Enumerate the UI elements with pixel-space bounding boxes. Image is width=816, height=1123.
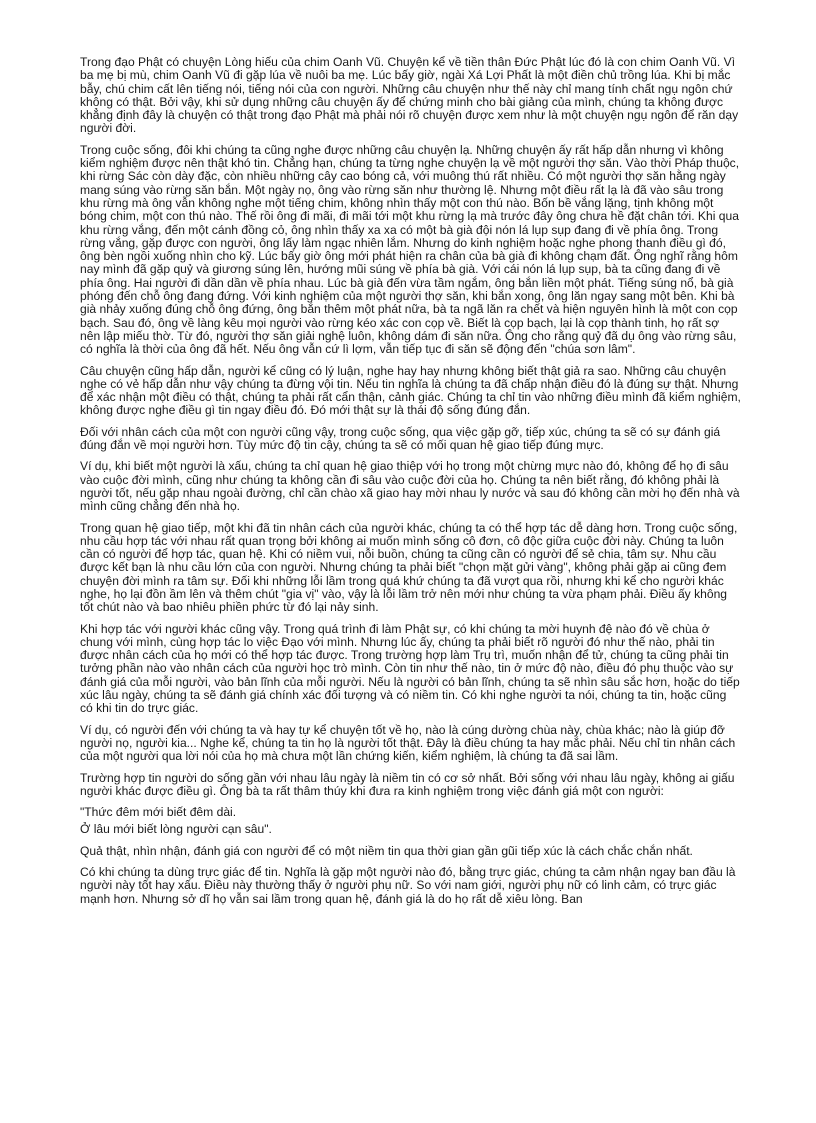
paragraph: Trong cuộc sống, đôi khi chúng ta cũng nghe được những câu chuyện lạ. Những chuyện ấy rất hấp dẫn nhưng vì không kiểm nghiệm được nên thật khó tin. Chẳng hạn, chúng ta từng nghe chuyện lạ về một người thợ săn. Vào thời Pháp thuộc, khi rừng Sác còn dày đặc, còn nhiều những cây cao bóng cả, với muông thú rất nhiều. Có một người thợ săn hằng ngày mang súng vào rừng săn bắn. Một ngày nọ, ông vào rừng săn như thường lệ. Nhưng một điều rất lạ là đã vào sâu trong khu rừng mà ông vẫn không nghe một tiếng chim, không nhìn thấy một con thú nào. Bốn bề vắng lặng, tịnh không một bóng chim, một con thú nào. Thế rồi ông đi mãi, đi mãi tới một khu rừng lạ mà trước đây ông chưa hề đặt chân tới. Khi qua khu rừng vắng, đến một cánh đồng cỏ, ông nhìn thấy xa xa có một bà già đội nón lá lụp sụp đang đi về phía ông. Trong rừng vắng, gặp được con người, ông lấy làm ngạc nhiên lắm. Nhưng do kinh nghiệm hoặc nghe phong thanh điều gì đó, ông bèn ngồi xuống nhìn cho kỹ. Lúc bấy giờ ông mới phát hiện ra chân của bà già đi không chạm đất. Ông nghĩ rằng hôm nay mình đã gặp quỷ và giương súng lên, hướng mũi súng về phía bà già. Với cái nón lá lụp sụp, bà ta cũng đang đi về phía ông. Hai người đi dần dần về phía nhau. Lúc bà già đến vừa tầm ngắm, ông bắn liền một phát. Tiếng súng nổ, bà già phóng đến chỗ ông đang đứng. Với kinh nghiệm của một người thợ săn, khi bắn xong, ông lăn ngay sang một bên. Khi bà già nhảy xuống đúng chỗ ông đứng, ông bắn thêm một phát nữa, bà ta ngã lăn ra chết và hiện nguyên hình là một con cọp bạch. Sau đó, ông về làng kêu mọi người vào rừng kéo xác con cọp về. Biết là cọp bạch, lại là cọp thành tinh, họ rất sợ nên lập miếu thờ. Từ đó, người thợ săn giải nghệ luôn, không dám đi săn nữa. Ông cho rằng quỷ đã dụ ông vào rừng sâu, có nghĩa là thời của ông đã hết. Nếu ông vẫn cứ lì lợm, vẫn tiếp tục đi săn sẽ động đến "chúa sơn lâm".	[80, 142, 740, 357]
paragraph: Đối với nhân cách của một con người cũng vậy, trong cuộc sống, qua việc gặp gỡ, tiếp xúc, chúng ta sẽ có sự đánh giá đúng đắn về mọi người hơn. Tùy mức độ tin cậy, chúng ta sẽ có mối quan hệ giao tiếp đúng mực.	[80, 424, 721, 453]
paragraph: Trong đạo Phật có chuyện Lòng hiếu của chim Oanh Vũ. Chuyện kể về tiền thân Đức Phật lúc đó là con chim Oanh Vũ. Vì ba mẹ bị mù, chim Oanh Vũ đi gặp lúa về nuôi ba mẹ. Lúc bấy giờ, ngài Xá Lợi Phất là một điền chủ trồng lúa. Khi bị mắc bẫy, chú chim cất lên tiếng nói, tiếng nói của con người. Những câu chuyện như thế này chỉ mang tính chất ngụ ngôn chứ không có thật. Bởi vậy, khi sử dụng những câu chuyện ấy để chứng minh cho bài giảng của mình, chúng ta không được khẳng định đây là chuyện có thật trong đạo Phật mà phải nói rõ chuyện được xem như là một chuyện ngụ ngôn để răn dạy người đời.	[80, 55, 739, 136]
paragraph: Ví dụ, khi biết một người là xấu, chúng ta chỉ quan hệ giao thiệp với họ trong một chừng mực nào đó, không để họ đi sâu vào cuộc đời mình, cũng như chúng ta không cần đi sâu vào cuộc đời của họ. Chúng ta nên biết rằng, đó không phải là người tốt, nếu gặp nhau ngoài đường, chỉ cần chào xã giao hay mời nhau ly nước và sau đó không cần mời họ đến nhà và mình cũng chẳng đến nhà họ.	[80, 459, 740, 514]
document-page	[80, 56, 742, 914]
paragraph: Khi hợp tác với người khác cũng vậy. Trong quá trình đi làm Phật sự, có khi chúng ta mời huynh đệ nào đó về chùa ở chung với mình, cùng hợp tác lo việc Đạo với mình. Nhưng lúc ấy, chúng ta phải biết rõ người đó như thế nào, phải tin được nhân cách của họ mới có thể hợp tác được. Trong trường hợp làm Trụ trì, muốn nhận để tử, chúng ta cũng phải tin tưởng phần nào vào nhân cách của người học trò mình. Còn tin như thế nào, tin ở mức độ nào, điều đó phụ thuộc vào sự đánh giá của mỗi người, vào bản lĩnh của mỗi người. Nếu là người có bản lĩnh, chúng ta sẽ nhìn sâu sắc hơn, hoặc do tiếp xúc lâu ngày, chúng ta sẽ đánh giá chính xác đối tượng và có niềm tin. Có khi nghe người ta nói, chúng ta tin, hoặc cũng có khi tin do trực giác.	[80, 621, 740, 716]
paragraph: Trong quan hệ giao tiếp, một khi đã tin nhân cách của người khác, chúng ta có thể hợp tác dễ dàng hơn. Trong cuộc sống, nhu cầu hợp tác với nhau rất quan trọng bởi không ai muốn mình sống cô đơn, cô độc giữa cuộc đời này. Chúng ta luôn cần có người để hợp tác, quan hệ. Khi có niềm vui, nỗi buồn, chúng ta cũng cần có người để sẻ chia, tâm sự. Nhu cầu được kết bạn là nhu cầu lớn của con người. Nhưng chúng ta phải biết "chọn mặt gửi vàng", không phải gặp ai cũng đem chuyện đời mình ra tâm sự. Đối khi những lỗi lầm trong quá khứ chúng ta đã vượt qua rồi, nhưng khi kể cho người khác nghe, họ lại đồn ầm lên và thêm chút "gia vị" vào, vậy là lỗi lầm trở nên mới như chúng ta vừa phạm phải. Điều ấy không tốt chút nào và bao nhiêu phiền phức từ đó lại nảy sinh.	[80, 520, 738, 615]
proverb-line: Ở lâu mới biết lòng người cạn sâu".	[80, 822, 272, 837]
paragraph: Quả thật, nhìn nhận, đánh giá con người để có một niềm tin qua thời gian gần gũi tiếp xúc là cách chắc chắn nhất.	[80, 843, 693, 858]
paragraph: Trường hợp tin người do sống gần với nhau lâu ngày là niềm tin có cơ sở nhất. Bởi sống với nhau lâu ngày, không ai giấu người khác được điều gì. Ông bà ta rất thâm thúy khi đưa ra kinh nghiệm trong việc đánh giá một con người:	[80, 770, 735, 798]
paragraph: Có khi chúng ta dùng trực giác để tin. Nghĩa là gặp một người nào đó, bằng trực giác, chúng ta cảm nhận ngay ban đầu là người này tốt hay xấu. Điều này thường thấy ở người phụ nữ. So với nam giới, người phụ nữ có linh cảm, có trực giác mạnh hơn. Nhưng sở dĩ họ vẫn sai lầm trong quan hệ, đánh giá là do họ rất dễ xiêu lòng. Ban	[80, 865, 736, 906]
paragraph: Câu chuyện cũng hấp dẫn, người kể cũng có lý luận, nghe hay hay nhưng không biết thật giả ra sao. Những câu chuyện nghe có vẻ hấp dẫn như vậy chúng ta đừng vội tin. Nếu tin nghĩa là chúng ta đã chấp nhận điều đó là đúng sự thật. Nhưng để xác nhận một điều có thật, chúng ta phải rất cẩn thận, cảnh giác. Chúng ta chỉ tin vào những điều mình đã kiểm nghiệm, không được nghe điều gì tin ngay điều đó. Đó mới thật sự là thái độ sống đúng đắn.	[80, 363, 741, 418]
paragraph: Ví dụ, có người đến với chúng ta và hay tự kể chuyện tốt về họ, nào là cúng dường chùa này, chùa khác; nào là giúp đỡ người nọ, người kia... Nghe kể, chúng ta tin họ là người tốt thật. Đây là điều chúng ta hay mắc phải. Nếu chỉ tin nhân cách của một người qua lời nói của họ mà chưa một lần chứng kiến, kiểm nghiệm, là chúng ta đã sai lầm.	[80, 722, 736, 764]
proverb-line: "Thức đêm mới biết đêm dài.	[80, 805, 237, 820]
